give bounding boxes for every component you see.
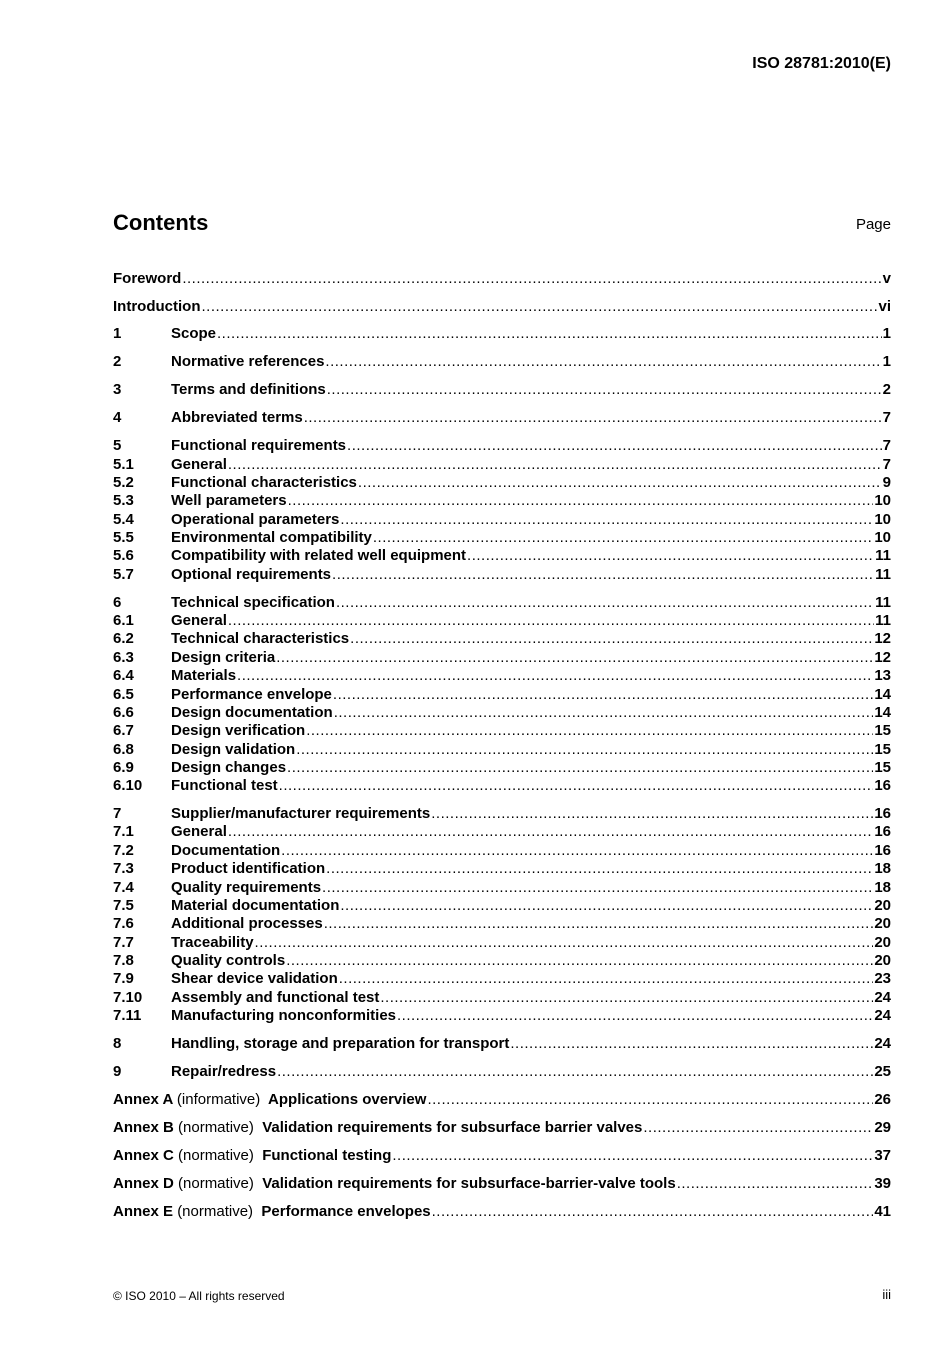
toc-entry[interactable]: 6.6 Design documentation ..... 14	[113, 704, 891, 722]
toc-entry[interactable]: 7.3 Product identification ..... 18	[113, 860, 891, 878]
toc-entry[interactable]: 6.1 General ..... 11	[113, 612, 891, 630]
toc-entry[interactable]: 6.5 Performance envelope ..... 14	[113, 686, 891, 704]
toc-entry[interactable]: 1 Scope ..... 1	[113, 325, 891, 343]
toc-entry[interactable]: 7.9 Shear device validation ..... 23	[113, 970, 891, 988]
toc-entry[interactable]: 2 Normative references ..... 1	[113, 353, 891, 371]
toc-entry-annex-a[interactable]: Annex A (informative) Applications overview ..... 26	[113, 1091, 891, 1109]
toc-entry-foreword[interactable]: Foreword ..... v	[113, 270, 891, 288]
toc-entry[interactable]: 3 Terms and definitions ..... 2	[113, 381, 891, 399]
toc-entry[interactable]: 7.5 Material documentation ..... 20	[113, 897, 891, 915]
document-id: ISO 28781:2010(E)	[752, 55, 891, 72]
toc-entry[interactable]: 7.1 General ..... 16	[113, 823, 891, 841]
toc-entry[interactable]: 7.8 Quality controls ..... 20	[113, 952, 891, 970]
toc-entry[interactable]: 7.7 Traceability ..... 20	[113, 934, 891, 952]
page-number: iii	[882, 1287, 891, 1302]
toc-entry-annex-c[interactable]: Annex C (normative) Functional testing ..... 37	[113, 1147, 891, 1165]
toc-entry[interactable]: 7.11 Manufacturing nonconformities ..... 24	[113, 1007, 891, 1025]
toc-entry[interactable]: 7.6 Additional processes ..... 20	[113, 915, 891, 933]
toc-entry[interactable]: 7 Supplier/manufacturer requirements ..... 16	[113, 805, 891, 823]
toc-entry[interactable]: 7.4 Quality requirements ..... 18	[113, 879, 891, 897]
page-column-label: Page	[855, 216, 891, 233]
toc-entry-annex-b[interactable]: Annex B (normative) Validation requirements for subsurface barrier valves ..... 29	[113, 1119, 891, 1137]
toc-entry[interactable]: 6.7 Design verification ..... 15	[113, 722, 891, 740]
toc-entry-annex-d[interactable]: Annex D (normative) Validation requirements for subsurface-barrier-valve tools ..... 39	[113, 1175, 891, 1193]
toc-entry[interactable]: 6.3 Design criteria ..... 12	[113, 649, 891, 667]
toc-entry[interactable]: 8 Handling, storage and preparation for transport ..... 24	[113, 1035, 891, 1053]
copyright-notice: © ISO 2010 – All rights reserved	[113, 1289, 285, 1303]
toc-entry[interactable]: 6.9 Design changes ..... 15	[113, 759, 891, 777]
toc-entry[interactable]: 7.2 Documentation ..... 16	[113, 842, 891, 860]
toc-entry[interactable]: 9 Repair/redress ..... 25	[113, 1063, 891, 1081]
toc-entry[interactable]: 6.10 Functional test ..... 16	[113, 777, 891, 795]
toc-entry[interactable]: 7.10 Assembly and functional test ..... 24	[113, 989, 891, 1007]
toc-entry[interactable]: 5.6 Compatibility with related well equipment ..... 11	[113, 547, 891, 565]
toc-entry[interactable]: 6.4 Materials ..... 13	[113, 667, 891, 685]
toc-entry[interactable]: 5.5 Environmental compatibility ..... 10	[113, 529, 891, 547]
toc-entry[interactable]: 6.8 Design validation ..... 15	[113, 741, 891, 759]
toc-entry-introduction[interactable]: Introduction ..... vi	[113, 298, 891, 316]
toc-entry-annex-e[interactable]: Annex E (normative) Performance envelopes ..... 41	[113, 1203, 891, 1221]
toc-entry[interactable]: 5.7 Optional requirements ..... 11	[113, 566, 891, 584]
toc-entry[interactable]: 6.2 Technical characteristics ..... 12	[113, 630, 891, 648]
toc-entry[interactable]: 5.1 General ..... 7	[113, 456, 891, 474]
toc-entry[interactable]: 5 Functional requirements ..... 7	[113, 437, 891, 455]
toc-entry[interactable]: 5.2 Functional characteristics ..... 9	[113, 474, 891, 492]
toc-entry[interactable]: 4 Abbreviated terms ..... 7	[113, 409, 891, 427]
toc-entry[interactable]: 6 Technical specification ..... 11	[113, 594, 891, 612]
page-title: Contents	[113, 210, 209, 235]
toc-entry[interactable]: 5.3 Well parameters ..... 10	[113, 492, 891, 510]
toc-entry[interactable]: 5.4 Operational parameters ..... 10	[113, 511, 891, 529]
